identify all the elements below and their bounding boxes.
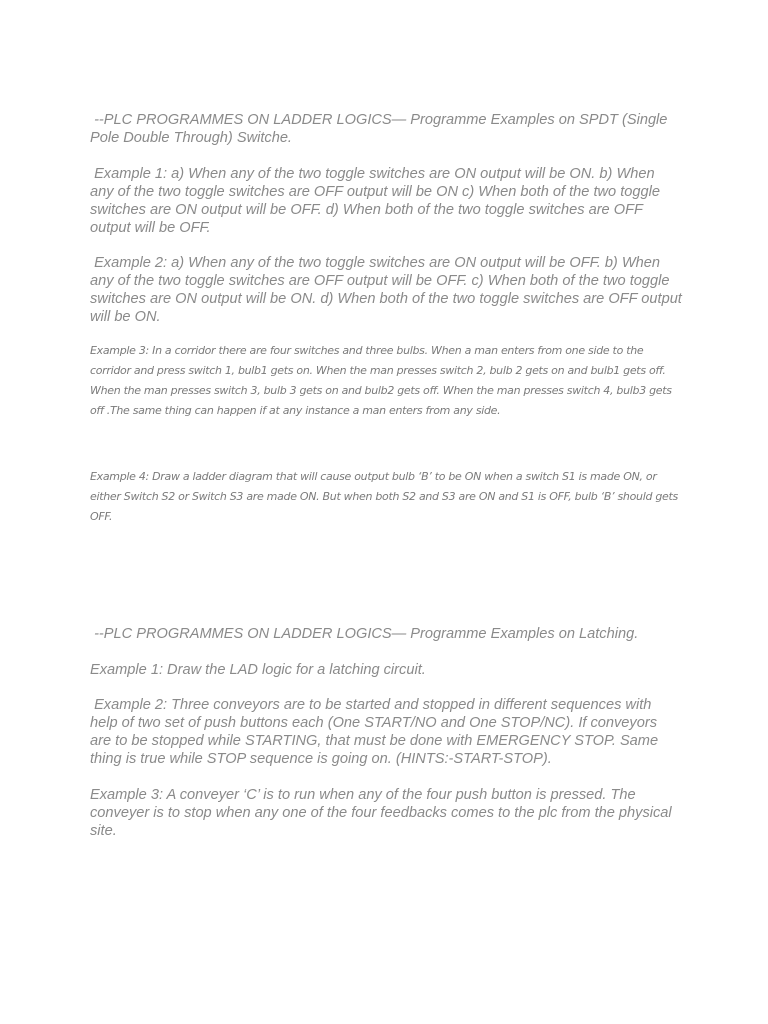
- section1-example3: Example 3: In a corridor there are four switches and three bulbs. When a man enters from one side to the corridor and press switch 1, bulb1 gets on. When the man presses switch 2, bulb 2 gets on and bulb1 gets off. When the man presses switch 3, bulb 3 gets on and bulb2 gets off. When the man presses switch 4, bulb3 gets off .The same thing can happen if at any instance a man enters from any side.: [90, 344, 675, 417]
- section2-example1: Example 1: Draw the LAD logic for a latching circuit.: [90, 662, 426, 678]
- section1-example4: Example 4: Draw a ladder diagram that will cause output bulb ‘B’ to be ON when a switch S1 is made ON, or either Switch S2 or Switch S3 are made ON. But when both S2 and S3 are ON and S1 is OFF, bulb ‘B’ should gets OFF.: [90, 470, 682, 523]
- section2-heading: --PLC PROGRAMMES ON LADDER LOGICS— Programme Examples on Latching.: [90, 626, 639, 642]
- section1-example2: Example 2: a) When any of the two toggle switches are ON output will be OFF. b) When any of the two toggle switches are OFF output will be OFF. c) When both of the two toggle switches are ON output will be ON. d) When both of the two toggle switches are OFF output will be ON.: [90, 255, 686, 325]
- section1-example1: Example 1: a) When any of the two toggle switches are ON output will be ON. b) When any of the two toggle switches are OFF output will be ON c) When both of the two toggle switches are ON output will be OFF. d) When both of the two toggle switches are OFF output will be OFF.: [90, 166, 665, 236]
- section1-heading: --PLC PROGRAMMES ON LADDER LOGICS— Programme Examples on SPDT (Single Pole Double Through) Switche.: [90, 112, 672, 146]
- section2-example3: Example 3: A conveyer ‘C’ is to run when any of the four push button is pressed. The conveyer is to stop when any one of the four feedbacks comes to the plc from the physical site.: [90, 787, 676, 839]
- section2-example2: Example 2: Three conveyors are to be started and stopped in different sequences with help of two set of push buttons each (One START/NO and One STOP/NC). If conveyors are to be stopped while STARTING, that must be done with EMERGENCY STOP. Same thing is true while STOP sequence is going on. (HINTS:-START-STOP).: [90, 697, 663, 767]
